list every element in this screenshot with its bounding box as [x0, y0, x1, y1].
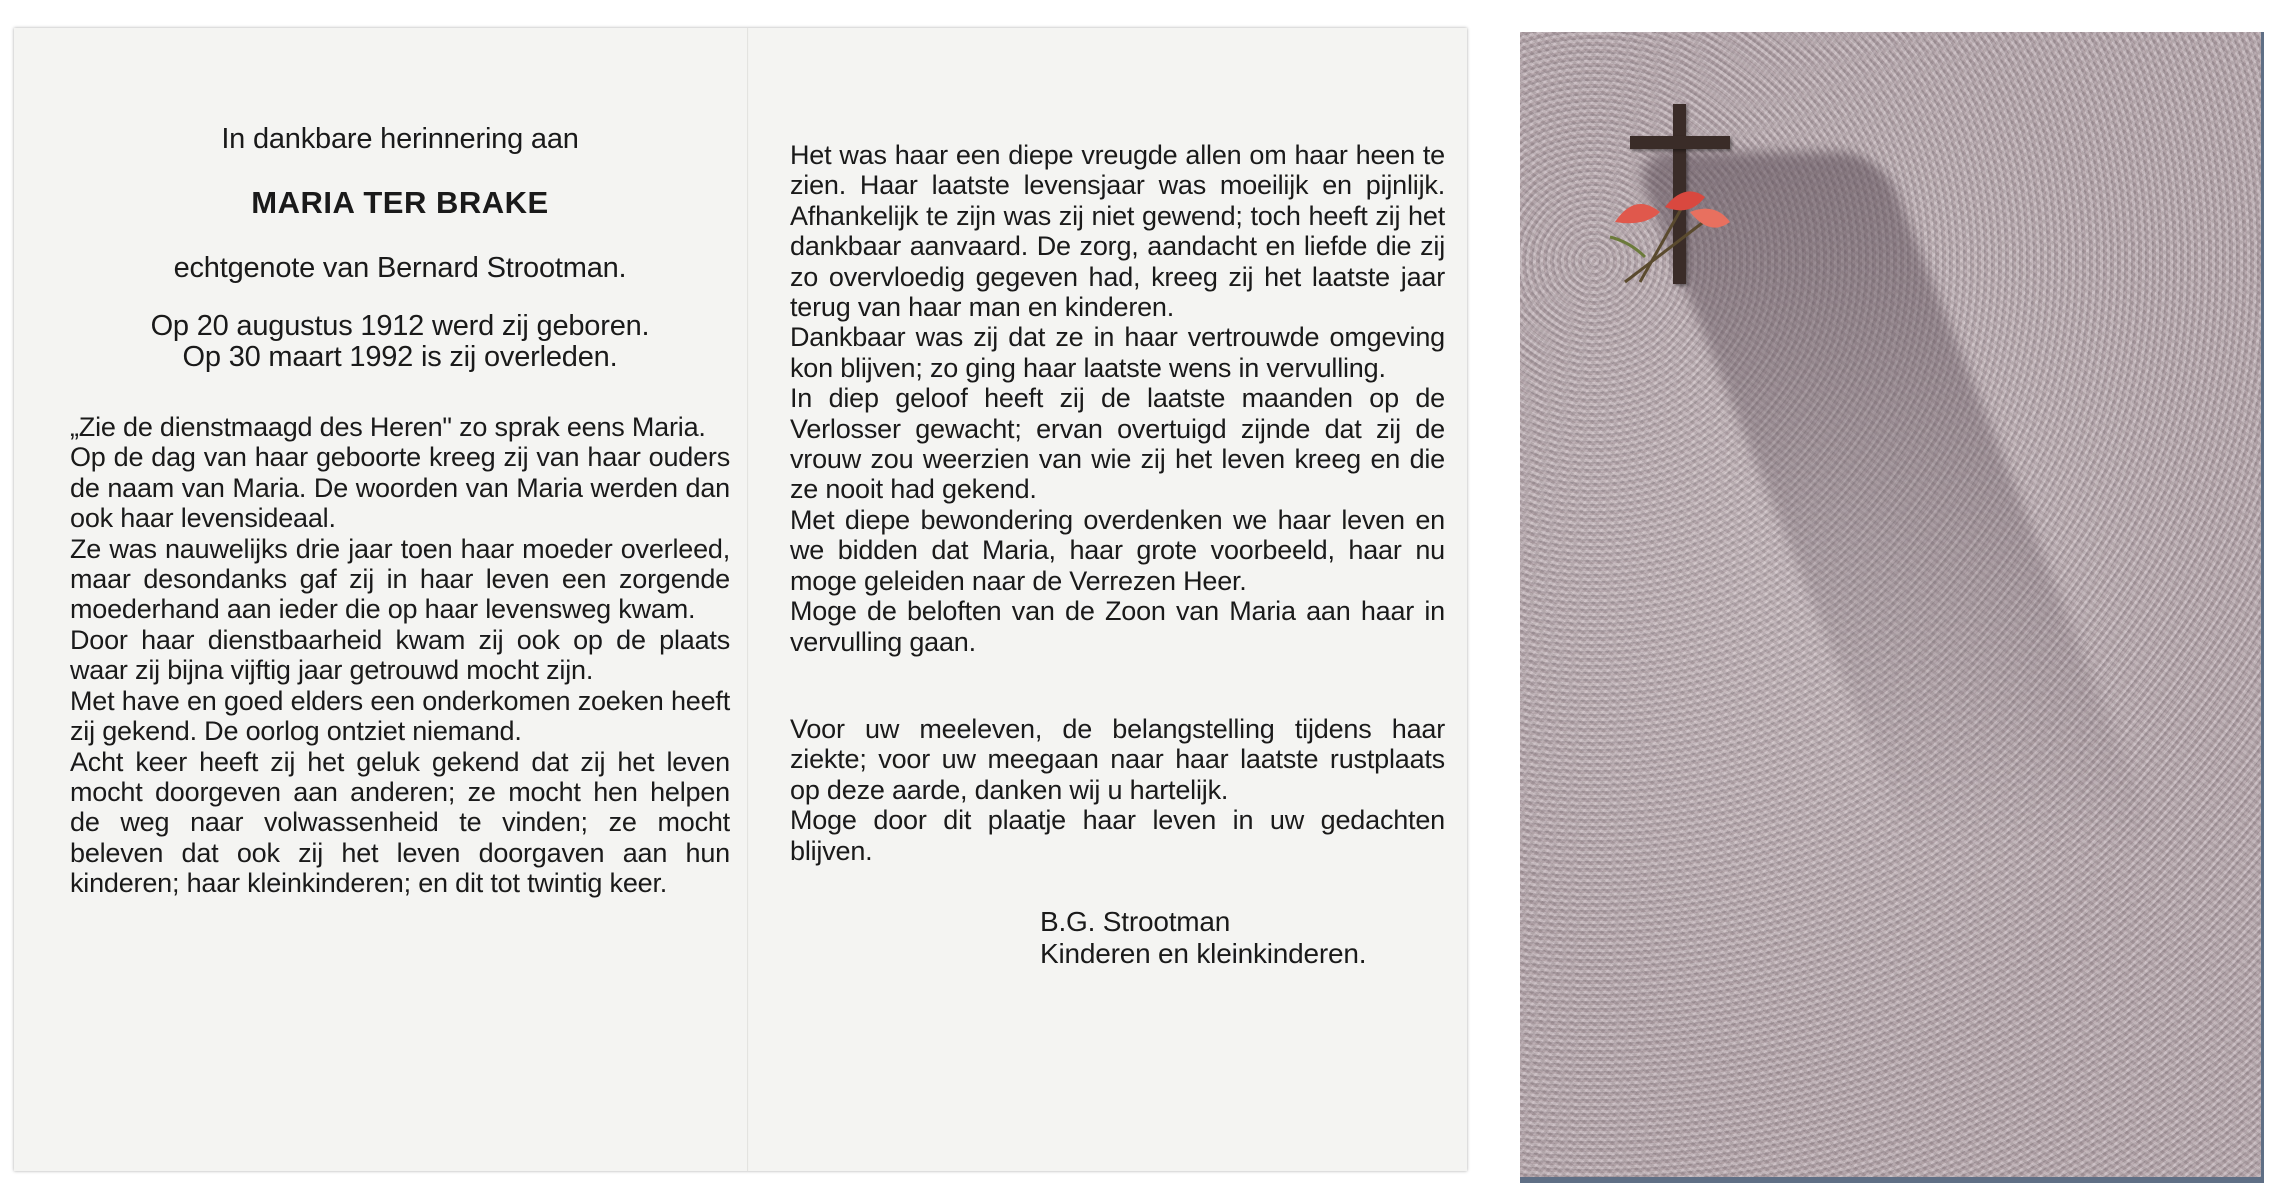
paragraph: Door haar dienstbaarheid kwam zij ook op de plaats waar zij bijna vijftig jaar getrouwd mocht zijn.	[70, 624, 730, 686]
card-fold-line	[747, 28, 749, 1171]
deceased-name: MARIA TER BRAKE	[251, 185, 549, 221]
signature-block	[1040, 906, 1445, 970]
spouse-line: echtgenote van Bernard Strootman.	[173, 251, 627, 284]
paragraph: Met have en goed elders een onderkomen zoeken heeft zij gekend. De oorlog ontziet niemand.	[70, 685, 730, 747]
paragraph: Het was haar een diepe vreugde allen om haar heen te zien. Haar laatste levensjaar was moeilijk en pijnlijk. Afhankelijk te zijn was zij niet gewend; toch heeft zij het dankbaar aanvaard. De zorg, aandacht en liefde die zij zo overvloedig gegeven had, kreeg zij het laatste jaar terug van haar man en kinderen.	[790, 140, 1445, 323]
flower-icon	[1605, 182, 1735, 292]
paragraph: Acht keer heeft zij het geluk gekend dat zij het leven mocht doorgeven aan anderen; ze mocht hen helpen de weg naar volwassenheid te vinden; ze mocht beleven dat ook zij het leven doorgaven aan hun kinderen; haar kleinkinderen; en dit tot twintig keer.	[70, 746, 730, 899]
thanks-paragraph: Moge door dit plaatje haar leven in uw gedachten blijven.	[790, 805, 1445, 866]
right-page	[790, 140, 1445, 970]
left-page	[70, 124, 730, 899]
paragraph: Met diepe bewondering overdenken we haar leven en we bidden dat Maria, haar grote voorbeeld, haar nu moge geleiden naar de Verrezen Heer.	[790, 504, 1445, 596]
paragraph: „Zie de dienstmaagd des Heren" zo sprak eens Maria.	[70, 412, 706, 443]
cover-photo	[1520, 32, 2264, 1183]
birth-date: Op 20 augustus 1912 werd zij geboren.	[150, 310, 650, 343]
paragraph: Op de dag van haar geboorte kreeg zij van haar ouders de naam van Maria. De woorden van Maria werden dan ook haar levensideaal.	[70, 442, 730, 534]
memorial-card-inside	[14, 28, 1467, 1171]
paragraph: Dankbaar was zij dat ze in haar vertrouwde omgeving kon blijven; zo ging haar laatste wens in vervulling.	[790, 322, 1445, 383]
signature-family: Kinderen en kleinkinderen.	[1040, 937, 1367, 969]
intro-line: In dankbare herinnering aan	[221, 123, 579, 155]
thanks-paragraph: Voor uw meeleven, de belangstelling tijdens haar ziekte; voor uw meegaan naar haar laatste rustplaats op deze aarde, danken wij u hartelijk.	[790, 713, 1445, 805]
cross-bar	[1630, 136, 1730, 149]
signature-name: B.G. Strootman	[1040, 905, 1231, 937]
dates-block	[70, 311, 730, 372]
paragraph: Ze was nauwelijks drie jaar toen haar moeder overleed, maar desondanks gaf zij in haar leven een zorgende moederhand aan ieder die op haar levensweg kwam.	[70, 533, 730, 625]
paragraph: In diep geloof heeft zij de laatste maanden op de Verlosser gewacht; ervan overtuigd zijnde dat zij de vrouw zou weerzien van wie zij het leven kreeg en die ze nooit had gekend.	[790, 383, 1445, 505]
paragraph: Moge de beloften van de Zoon van Maria aan haar in vervulling gaan.	[790, 596, 1445, 657]
spacer	[790, 657, 1445, 714]
death-date: Op 30 maart 1992 is zij overleden.	[182, 340, 618, 373]
